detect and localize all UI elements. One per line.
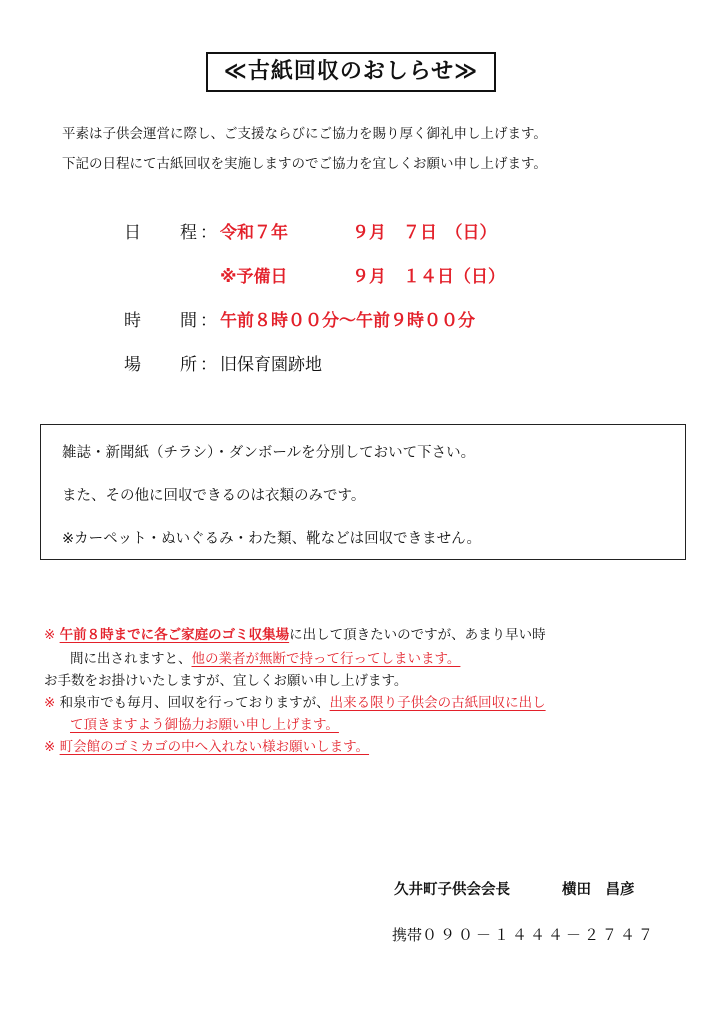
page-title: ≪古紙回収のおしらせ≫ xyxy=(206,52,496,92)
date-label xyxy=(124,218,197,243)
reserve-date: ９月 １４日（日） xyxy=(352,267,505,287)
time-value: 午前８時００分～午前９時００分 xyxy=(220,311,475,331)
note-2-red: 出来る限り子供会の古紙回収に出し xyxy=(329,695,546,711)
date-label-char-2: 程 xyxy=(180,223,197,243)
note-2-mark: ※ xyxy=(44,695,56,711)
note-3-mark: ※ xyxy=(44,739,56,755)
place-value: 旧保育園跡地 xyxy=(220,355,322,375)
time-label xyxy=(124,306,197,331)
notice-line-3: ※カーペット・ぬいぐるみ・わた類、靴などは回収できません。 xyxy=(62,531,482,547)
note-1-mark: ※ xyxy=(44,627,56,643)
phone-label: 携帯 xyxy=(392,926,423,944)
note-1-cont-red: 他の業者が無断で持って行ってしまいます。 xyxy=(191,651,461,667)
note-2-line-2 xyxy=(70,716,339,734)
notice-line-1: 雑誌・新聞紙（チラシ）・ダンボールを分別しておいて下さい。 xyxy=(62,445,476,461)
notice-line-2: また、その他に回収できるのは衣類のみです。 xyxy=(62,488,366,504)
note-1-line-1 xyxy=(44,626,546,644)
time-label-char-2: 間 xyxy=(180,311,197,331)
time-label-char-1: 時 xyxy=(124,311,141,331)
intro-line-1: 平素は子供会運営に際し、ご支援ならびにご協力を賜り厚く御礼申し上げます。 xyxy=(62,126,547,142)
place-label-char-1: 場 xyxy=(124,355,141,375)
note-3-red: 町会館のゴミカゴの中へ入れない様お願いします。 xyxy=(59,739,370,755)
signature-name: 横田 昌彦 xyxy=(562,882,635,898)
date-colon: ： xyxy=(200,223,217,243)
date-label-char-1: 日 xyxy=(124,223,141,243)
time-colon: ： xyxy=(200,311,217,331)
note-2-line-1 xyxy=(44,694,546,712)
note-2-black: 和泉市でも毎月、回収を行っておりますが、 xyxy=(59,695,330,711)
note-3-line-1 xyxy=(44,738,369,756)
place-colon: ： xyxy=(200,355,217,375)
signature-org: 久井町子供会会長 xyxy=(394,882,510,898)
place-label xyxy=(124,350,197,375)
reserve-label: ※予備日 xyxy=(220,267,288,287)
intro-line-2: 下記の日程にて古紙回収を実施しますのでご協力を宜しくお願い申し上げます。 xyxy=(62,156,547,172)
phone-number: ０９０－１４４４－２７４７ xyxy=(422,926,657,944)
note-2-cont-red: て頂きますよう御協力お願い申し上げます。 xyxy=(70,717,339,733)
note-1-line-2 xyxy=(70,650,460,668)
signature-phone-line xyxy=(392,924,656,945)
date-era: 令和７年 xyxy=(220,223,288,243)
note-1-black: に出して頂きたいのですが、あまり早い時 xyxy=(289,627,546,643)
place-label-char-2: 所 xyxy=(180,355,197,375)
note-1-line-3: お手数をお掛けいたしますが、宜しくお願い申し上げます。 xyxy=(44,673,408,689)
note-1-cont-black: 間に出されますと、 xyxy=(70,651,192,667)
note-1-red: 午前８時までに各ご家庭のゴミ収集場 xyxy=(59,627,290,643)
date-value: ９月 ７日 （日） xyxy=(352,223,497,243)
